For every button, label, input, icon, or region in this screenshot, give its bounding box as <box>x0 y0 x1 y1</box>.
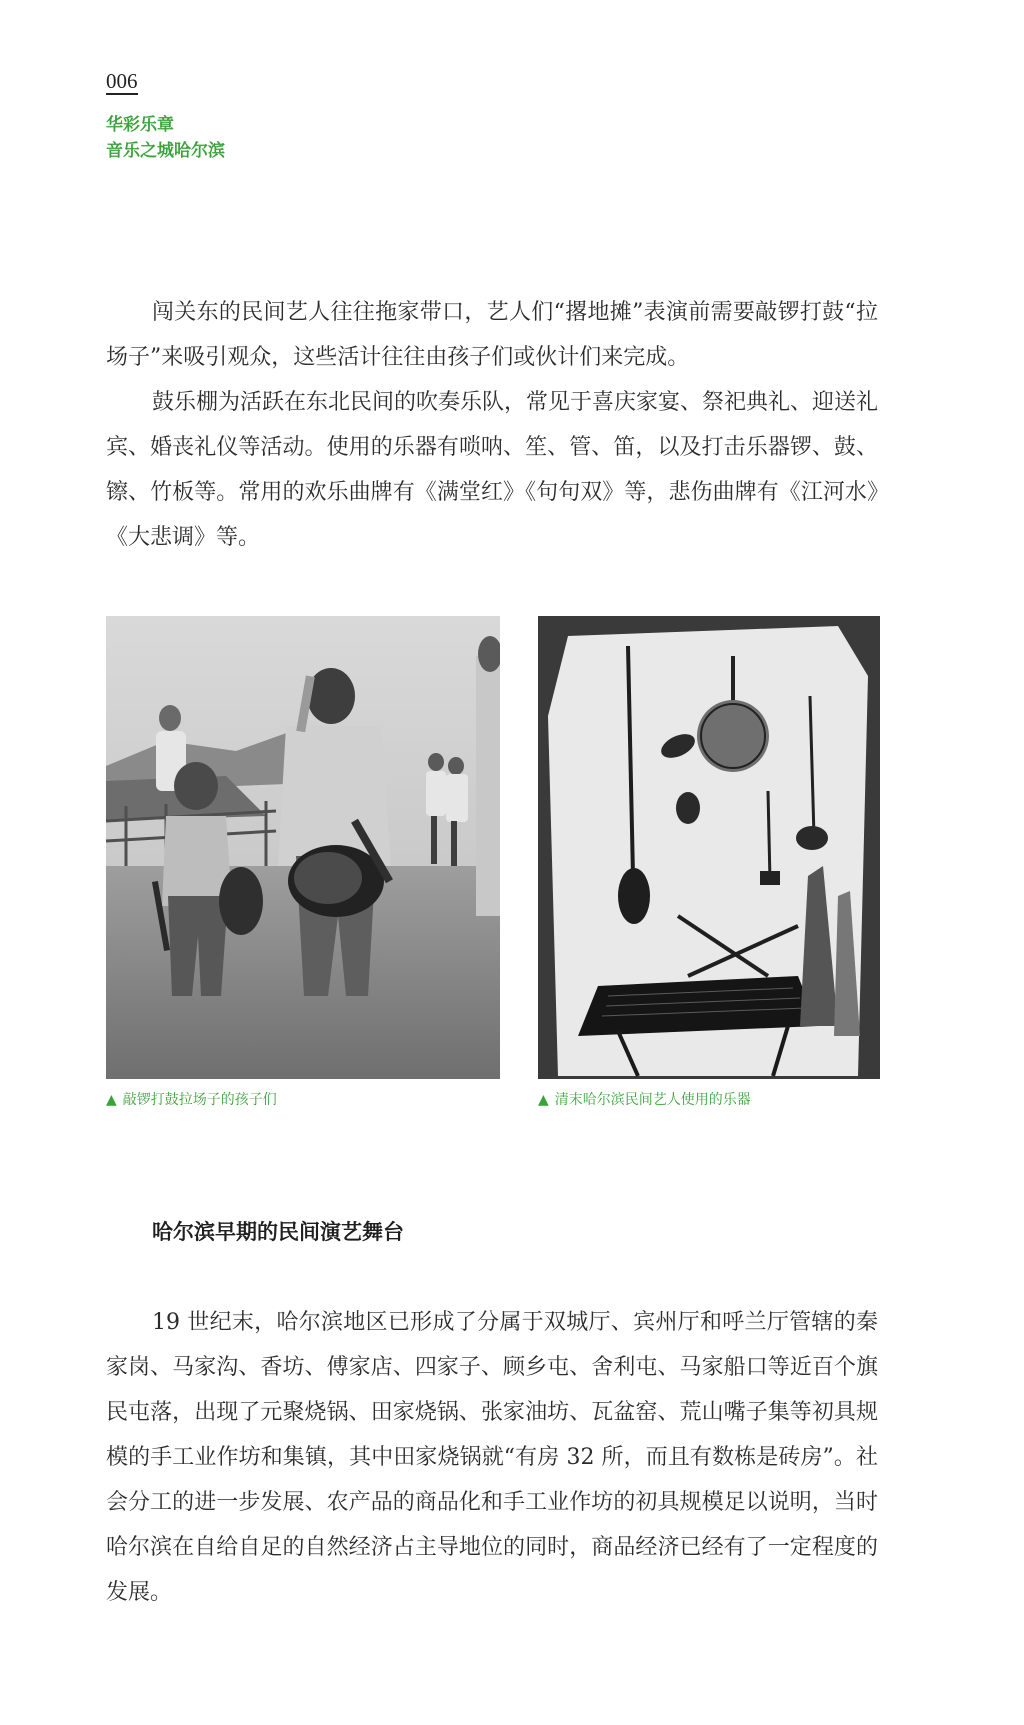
paragraph: 闯关东的民间艺人往往拖家带口，艺人们“撂地摊”表演前需要敲锣打鼓“拉场子”来吸引观众，这些活计往往由孩子们或伙计们来完成。 <box>106 300 878 370</box>
caption-triangle-icon: ▲ <box>538 1092 549 1108</box>
photo-folk-instruments-image <box>538 616 880 1079</box>
running-head <box>106 112 225 164</box>
chapter-title: 音乐之城哈尔滨 <box>106 141 225 161</box>
caption-text: 敲锣打鼓拉场子的孩子们 <box>122 1092 277 1108</box>
paragraph: 鼓乐棚为活跃在东北民间的吹奏乐队，常见于喜庆家宴、祭祀典礼、迎送礼宾、婚丧礼仪等活动。使用的乐器有唢呐、笙、管、笛，以及打击乐器锣、鼓、镲、竹板等。常用的欢乐曲牌有《满堂红》《句句双》等，悲伤曲牌有《江河水》《大悲调》等。 <box>106 390 879 550</box>
section-heading: 哈尔滨早期的民间演艺舞台 <box>152 1220 404 1244</box>
book-title: 华彩乐章 <box>106 115 174 135</box>
caption-text: 清末哈尔滨民间艺人使用的乐器 <box>554 1092 751 1108</box>
photo-folk-instruments <box>538 616 880 1079</box>
history-text <box>106 1300 878 1615</box>
intro-text <box>106 290 878 560</box>
caption-instruments <box>538 1090 751 1110</box>
photo-children-drumming <box>106 616 500 1079</box>
caption-children <box>106 1090 277 1110</box>
paragraph: 19 世纪末，哈尔滨地区已形成了分属于双城厅、宾州厅和呼兰厅管辖的秦家岗、马家沟、香坊、傅家店、四家子、顾乡屯、舍利屯、马家船口等近百个旗民屯落，出现了元聚烧锅、田家烧锅、张家油坊、瓦盆窑、荒山嘴子集等初具规模的手工业作坊和集镇，其中田家烧锅就“有房 32 所，而且有数栋是砖房”。社会分工的进一步发展、农产品的商品化和手工业作坊的初具规模足以说明，当时哈尔滨在自给自足的自然经济占主导地位的同时，商品经济已经有了一定程度的发展。 <box>106 1310 878 1605</box>
photo-children-drumming-image <box>106 616 500 1079</box>
page-number: 006 <box>106 69 138 93</box>
caption-triangle-icon: ▲ <box>106 1092 117 1108</box>
